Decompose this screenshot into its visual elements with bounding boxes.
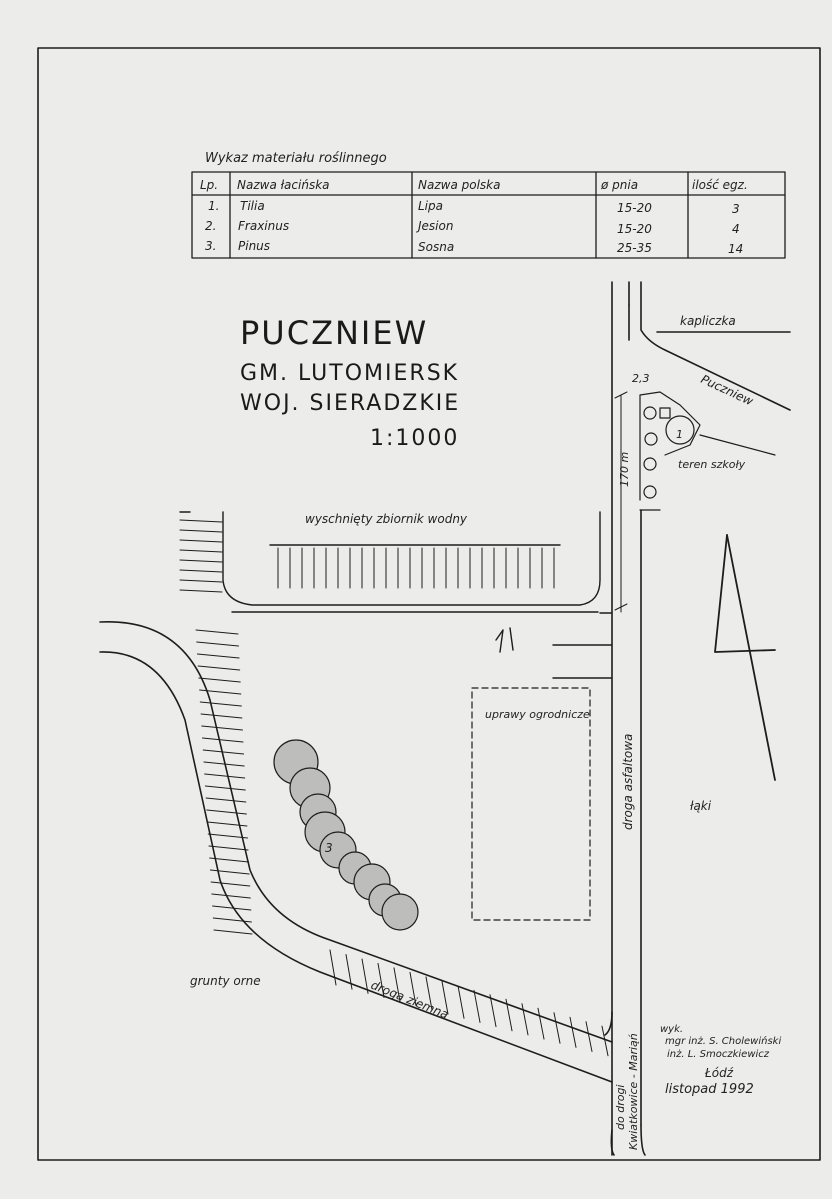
th-polish: Nazwa polska (418, 178, 501, 192)
authors-line1: wyk. (660, 1024, 684, 1035)
title-block (240, 314, 460, 451)
distance-label: 170 m (618, 451, 631, 487)
cell-count: 3 (732, 202, 740, 216)
chapel-label: kapliczka (680, 314, 736, 328)
cell-lp: 1. (208, 199, 220, 213)
reservoir-hatching (180, 520, 554, 592)
asphalt-road-label: droga asfaltowa (621, 733, 635, 830)
authors-city: Łódź (705, 1066, 734, 1080)
gardens-area (472, 688, 590, 920)
authors-block (660, 1024, 781, 1097)
meadows-label: łąki (690, 799, 712, 813)
cell-polish: Sosna (418, 240, 455, 254)
dried-reservoir (180, 512, 612, 613)
cell-lp: 2. (205, 219, 217, 233)
tree-group-3-label: 3 (325, 841, 333, 855)
side-road-stubs (553, 645, 612, 678)
plant-table (192, 151, 785, 258)
distance-dimension (615, 392, 627, 612)
cell-polish: Lipa (418, 199, 443, 213)
table-caption: Wykaz materiału roślinnego (205, 151, 387, 166)
school-trees (640, 392, 775, 510)
dirt-road-label: droga ziemna (368, 977, 451, 1022)
place-title: PUCZNIEW (240, 314, 429, 352)
authors-line2: mgr inż. S. Cholewiński (665, 1036, 782, 1047)
cell-diameter: 25-35 (617, 241, 652, 255)
road-to-label-2: Kwiatkowice - Mariąń (627, 1033, 640, 1150)
cell-diameter: 15-20 (617, 201, 652, 215)
table-row (205, 239, 743, 256)
north-arrow-icon (715, 535, 775, 780)
commune-title: GM. LUTOMIERSK (240, 361, 460, 386)
authors-date: listopad 1992 (665, 1082, 754, 1097)
pine-group (274, 740, 418, 930)
cell-latin: Tilia (240, 199, 265, 213)
cell-count: 14 (728, 242, 744, 256)
table-row (208, 199, 740, 216)
cell-diameter: 15-20 (617, 222, 652, 236)
cell-count: 4 (732, 222, 740, 236)
road-puczniew-label: Puczniew (698, 372, 756, 409)
school-label: teren szkoły (678, 458, 746, 471)
north-marker-icon (496, 628, 513, 652)
voivodeship-title: WOJ. SIERADZKIE (240, 391, 461, 416)
tree-group-1-label: 1 (676, 428, 683, 441)
th-diameter: ø pnia (601, 178, 639, 192)
th-lp: Lp. (200, 178, 219, 192)
cell-polish: Jesion (418, 219, 454, 233)
scale-label: 1:1000 (370, 426, 460, 451)
road-to-label-1: do drogi (614, 1084, 627, 1130)
cell-latin: Fraxinus (238, 219, 290, 233)
cell-latin: Pinus (238, 239, 271, 253)
table-header (200, 178, 748, 192)
fields-label: grunty orne (190, 974, 261, 988)
th-latin: Nazwa łacińska (237, 178, 330, 192)
cell-lp: 3. (205, 239, 217, 253)
gardens-label-1: uprawy ogrodnicze (485, 708, 590, 721)
tree-group-23-label: 2,3 (632, 372, 650, 385)
table-row (205, 219, 740, 236)
authors-line3: inż. L. Smoczkiewicz (667, 1049, 770, 1060)
reservoir-label: wyschnięty zbiornik wodny (305, 512, 468, 526)
th-count: ilość egz. (692, 178, 748, 192)
